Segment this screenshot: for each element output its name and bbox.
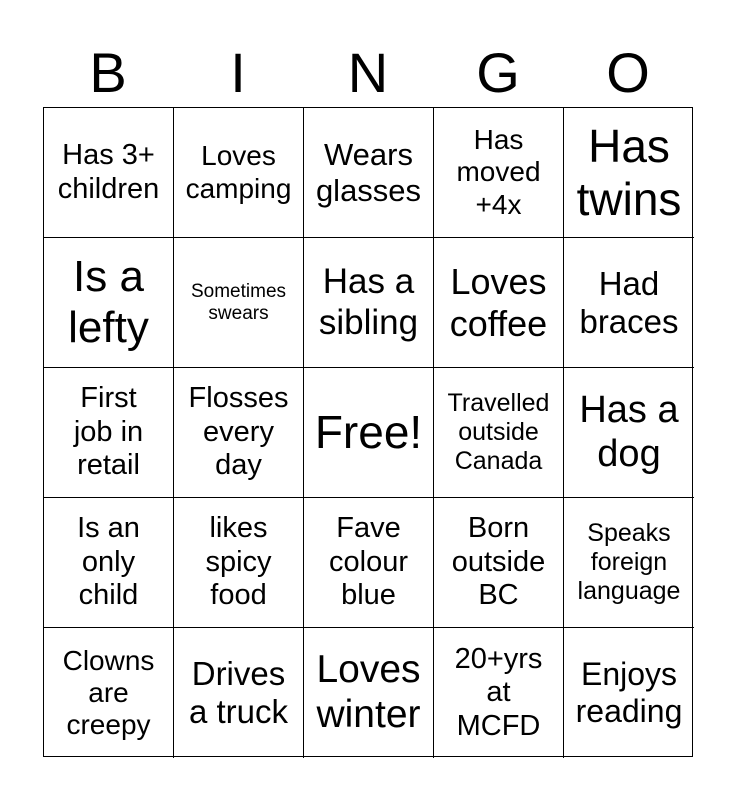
bingo-cell[interactable]: Loves coffee	[434, 238, 564, 368]
bingo-cell[interactable]: Has a sibling	[304, 238, 434, 368]
bingo-cell[interactable]: likes spicy food	[174, 498, 304, 628]
bingo-cell[interactable]: Sometimes swears	[174, 238, 304, 368]
bingo-cell[interactable]: Travelled outside Canada	[434, 368, 564, 498]
bingo-cell[interactable]: Clowns are creepy	[44, 628, 174, 758]
bingo-cell[interactable]: Is a lefty	[44, 238, 174, 368]
bingo-cell[interactable]: Wears glasses	[304, 108, 434, 238]
bingo-cell[interactable]: Has a dog	[564, 368, 694, 498]
header-letter-i: I	[230, 41, 246, 104]
header-letter-g: G	[476, 41, 520, 104]
bingo-cell[interactable]: Speaks foreign language	[564, 498, 694, 628]
header-letter-o: O	[606, 41, 650, 104]
bingo-cell[interactable]: Enjoys reading	[575, 656, 683, 729]
bingo-cell[interactable]: Has twins	[564, 108, 694, 238]
bingo-cell[interactable]: Flosses every day	[174, 368, 304, 498]
bingo-cell[interactable]: 20+yrs at MCFD	[434, 628, 564, 758]
bingo-cell[interactable]: Had braces	[564, 238, 694, 368]
header-letter-b: B	[89, 41, 127, 104]
free-space-cell[interactable]: Free!	[304, 368, 434, 498]
header-letter-n: N	[347, 41, 389, 104]
bingo-cell[interactable]: Is an only child	[44, 498, 174, 628]
bingo-header	[43, 40, 693, 106]
bingo-cell[interactable]: Has 3+ children	[44, 108, 174, 238]
bingo-cell[interactable]: Loves camping	[174, 108, 304, 238]
bingo-cell[interactable]: Has moved +4x	[434, 108, 564, 238]
bingo-cell[interactable]: First job in retail	[44, 368, 174, 498]
bingo-cell[interactable]: Fave colour blue	[304, 498, 434, 628]
bingo-cell[interactable]: Loves winter	[304, 628, 434, 758]
bingo-cell[interactable]: Born outside BC	[434, 498, 564, 628]
bingo-grid	[43, 107, 693, 757]
bingo-cell[interactable]: Drives a truck	[174, 628, 304, 758]
